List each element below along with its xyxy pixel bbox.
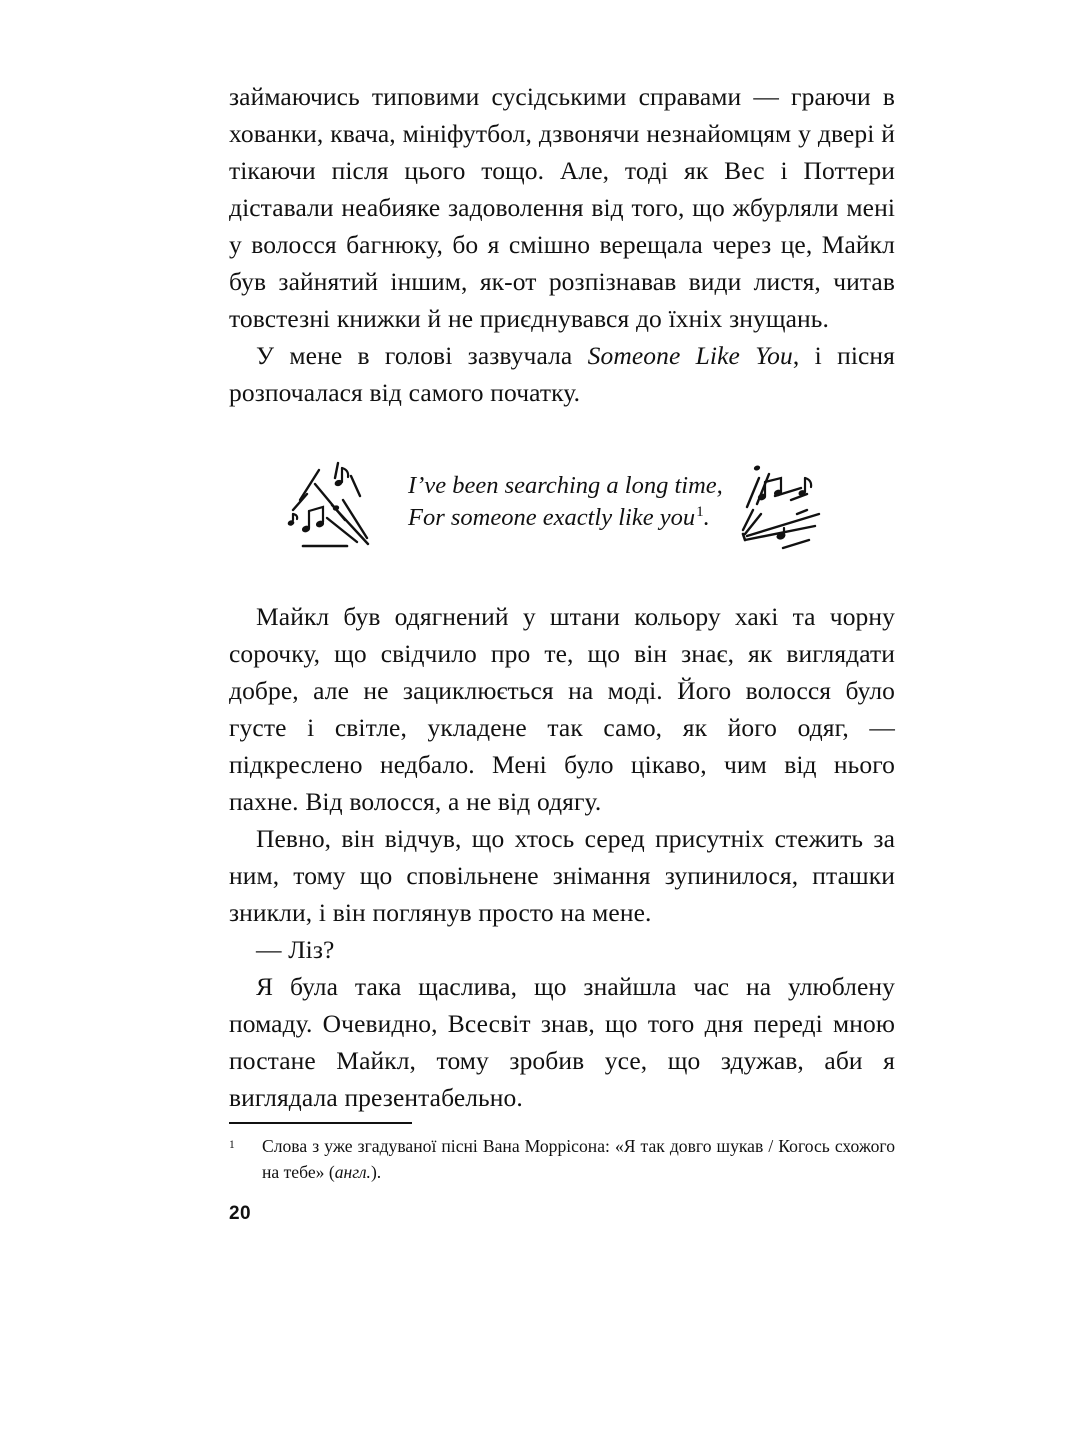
music-notes-burst-left-icon	[285, 448, 385, 561]
footnote	[229, 1134, 895, 1185]
paragraph-he-felt: Певно, він відчув, що хтось серед присутніх стежить за ним, тому що сповільнене знімання зупинилося, пташки зникли, і він поглянув просто на мене.	[229, 824, 895, 927]
par-text-after-title: , і пісня розпочалася від самого початку.	[229, 341, 896, 407]
music-notes-burst-right-icon	[735, 452, 845, 562]
paragraph-song-start	[229, 337, 895, 411]
song-lyric-block	[229, 448, 895, 568]
footnote-body	[229, 1134, 895, 1185]
text-column	[229, 78, 895, 411]
paragraph-continuation: займаючись типовими сусідськими справами — граючи в хованки, квача, мініфутбол, дзвонячи незнайомцям у двері й тікаючи після цього тощо. Але, тоді як Вес і Поттери діставали неабияке задоволення від того, що жбурляли мені у волосся багнюку, бо я смішно верещала через це, Майкл був зайнятий іншим, як-от розпізнавав види листя, читав товстезні книжки й не приєднувався до їхніх знущань.	[229, 82, 895, 333]
lyric-line-2	[408, 502, 723, 534]
footnote-language-italic: англ.	[334, 1161, 371, 1182]
lyric-text	[408, 470, 723, 534]
lyric-line-2-period: .	[703, 504, 710, 531]
text-column-lower	[229, 598, 895, 1116]
lyric-line-1: I’ve been searching a long time,	[408, 472, 723, 499]
footnote-marker: 1	[229, 1139, 235, 1151]
paragraph-michael-clothes: Майкл був одягнений у штани кольору хакі та чорну сорочку, що свідчило про те, що він знає, як виглядати добре, але не зациклюється на моді. Його волосся було густе і світле, укладене так само, як його одяг, — підкреслено недбало. Мені було цікаво, чим від нього пахне. Від волосся, а не від одягу.	[229, 602, 895, 816]
paragraph-happy: Я була така щаслива, що знайшла час на улюблену помаду. Очевидно, Всесвіт знав, що того дня переді мною постане Майкл, тому зробив усе, що здужав, аби я виглядала презентабельно.	[229, 972, 895, 1112]
footnote-text-part1: Слова з уже згадуваної пісні Вана Моррісона: «Я так довго шукав / Когось схожого на тебе» (	[262, 1136, 895, 1182]
song-title-italic: Someone Like You	[587, 341, 793, 370]
page-number: 20	[229, 1203, 251, 1224]
par-text-before-title: У мене в голові зазвучала	[256, 341, 588, 370]
footnote-reference-marker: 1	[696, 502, 704, 520]
paragraph-dialogue-liz: — Ліз?	[256, 935, 335, 964]
footnote-separator-rule	[229, 1122, 412, 1124]
lyric-line-2-text: For someone exactly like you	[408, 504, 696, 531]
footnote-text-part2: ).	[370, 1161, 382, 1182]
